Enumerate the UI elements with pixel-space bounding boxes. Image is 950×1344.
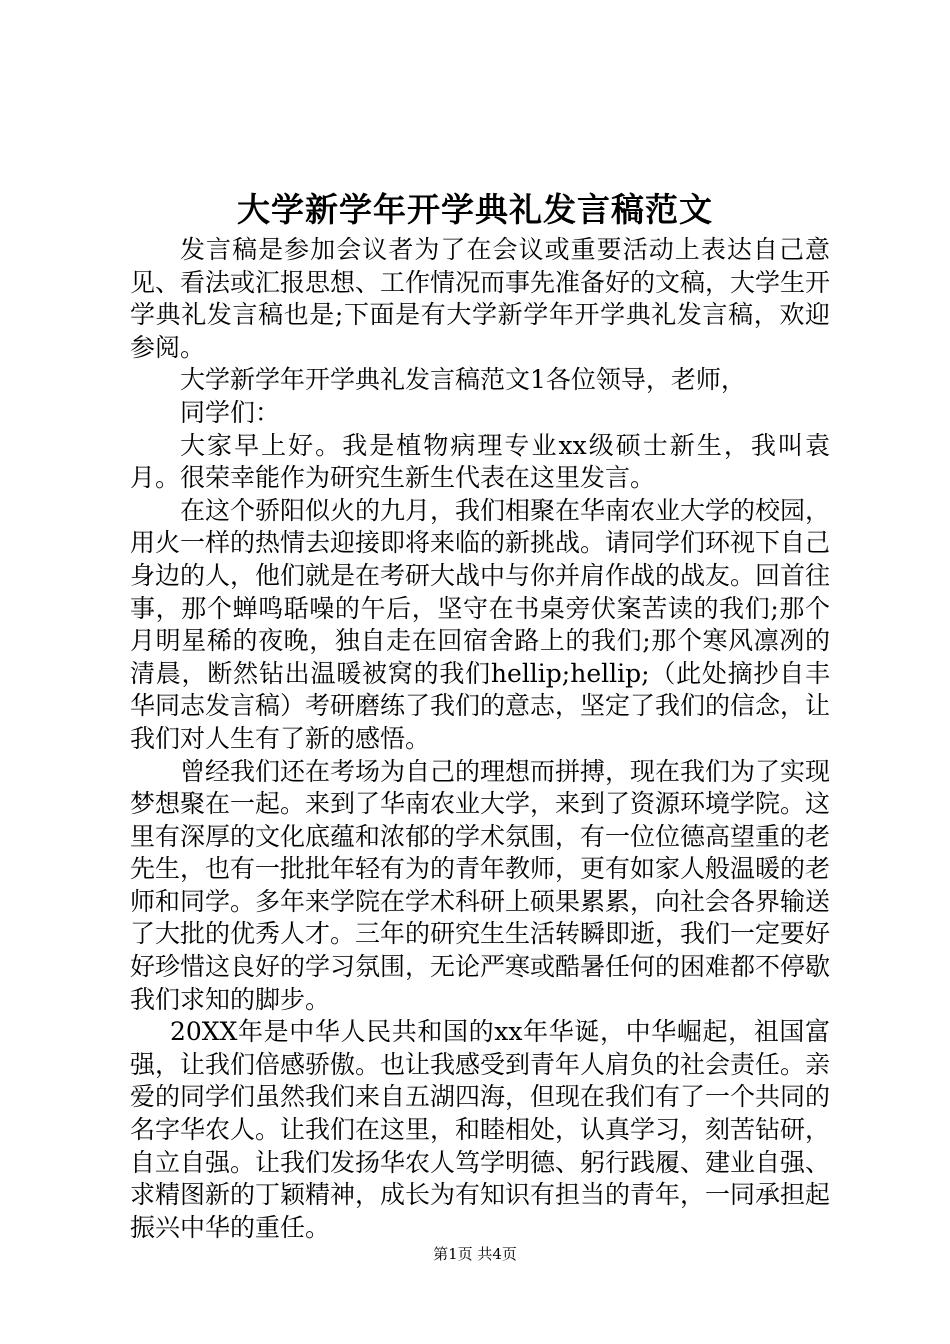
paragraph-september: 在这个骄阳似火的九月，我们相聚在华南农业大学的校园，用火一样的热情去迎接即将来临的新挑战。请同学们环视下自己身边的人，他们就是在考研大战中与你并肩作战的战友。回首往事，那个蝉鸣聒噪的午后，坚守在书桌旁伏案苦读的我们;那个月明星稀的夜晚，独自走在回宿舍路上的我们;那个寒风凛冽的清晨，断然钻出温暖被窝的我们hellip;hellip;（此处摘抄自丰华同志发言稿）考研磨练了我们的意志，坚定了我们的信念，让我们对人生有了新的感悟。 [130, 495, 831, 753]
page-number-footer: 第1页 共4页 [433, 1245, 517, 1263]
paragraph-anniversary: 20XX年是中华人民共和国的xx年华诞，中华崛起，祖国富强，让我们倍感骄傲。也让我感受到青年人肩负的社会责任。亲爱的同学们虽然我们来自五湖四海，但现在我们有了一个共同的名字华农人。让我们在这里，和睦相处，认真学习，刻苦钻研，自立自强。让我们发扬华农人笃学明德、躬行践履、建业自强、求精图新的丁颖精神，成长为有知识有担当的青年，一同承担起振兴中华的重任。 [130, 1017, 831, 1242]
document-body [130, 234, 830, 1244]
paragraph-intro: 发言稿是参加会议者为了在会议或重要活动上表达自己意见、看法或汇报思想、工作情况而事先准备好的文稿，大学生开学典礼发言稿也是;下面是有大学新学年开学典礼发言稿，欢迎参阅。 [130, 235, 831, 362]
document-title: 大学新学年开学典礼发言稿范文 [237, 190, 713, 229]
paragraph-salutation: 同学们： [180, 397, 281, 427]
paragraph-speech-heading: 大学新学年开学典礼发言稿范文1各位领导，老师， [180, 365, 746, 395]
paragraph-greeting: 大家早上好。我是植物病理专业xx级硕士新生，我叫袁月。很荣幸能作为研究生新生代表在这里发言。 [130, 430, 830, 493]
paragraph-college: 曾经我们还在考场为自己的理想而拼搏，现在我们为了实现梦想聚在一起。来到了华南农业大学，来到了资源环境学院。这里有深厚的文化底蕴和浓郁的学术氛围，有一位位德高望重的老先生，也有一批批年轻有为的青年教师，更有如家人般温暖的老师和同学。多年来学院在学术科研上硕果累累，向社会各界输送了大批的优秀人才。三年的研究生生活转瞬即逝，我们一定要好好珍惜这良好的学习氛围，无论严寒或酷暑任何的困难都不停歇我们求知的脚步。 [130, 756, 831, 1014]
